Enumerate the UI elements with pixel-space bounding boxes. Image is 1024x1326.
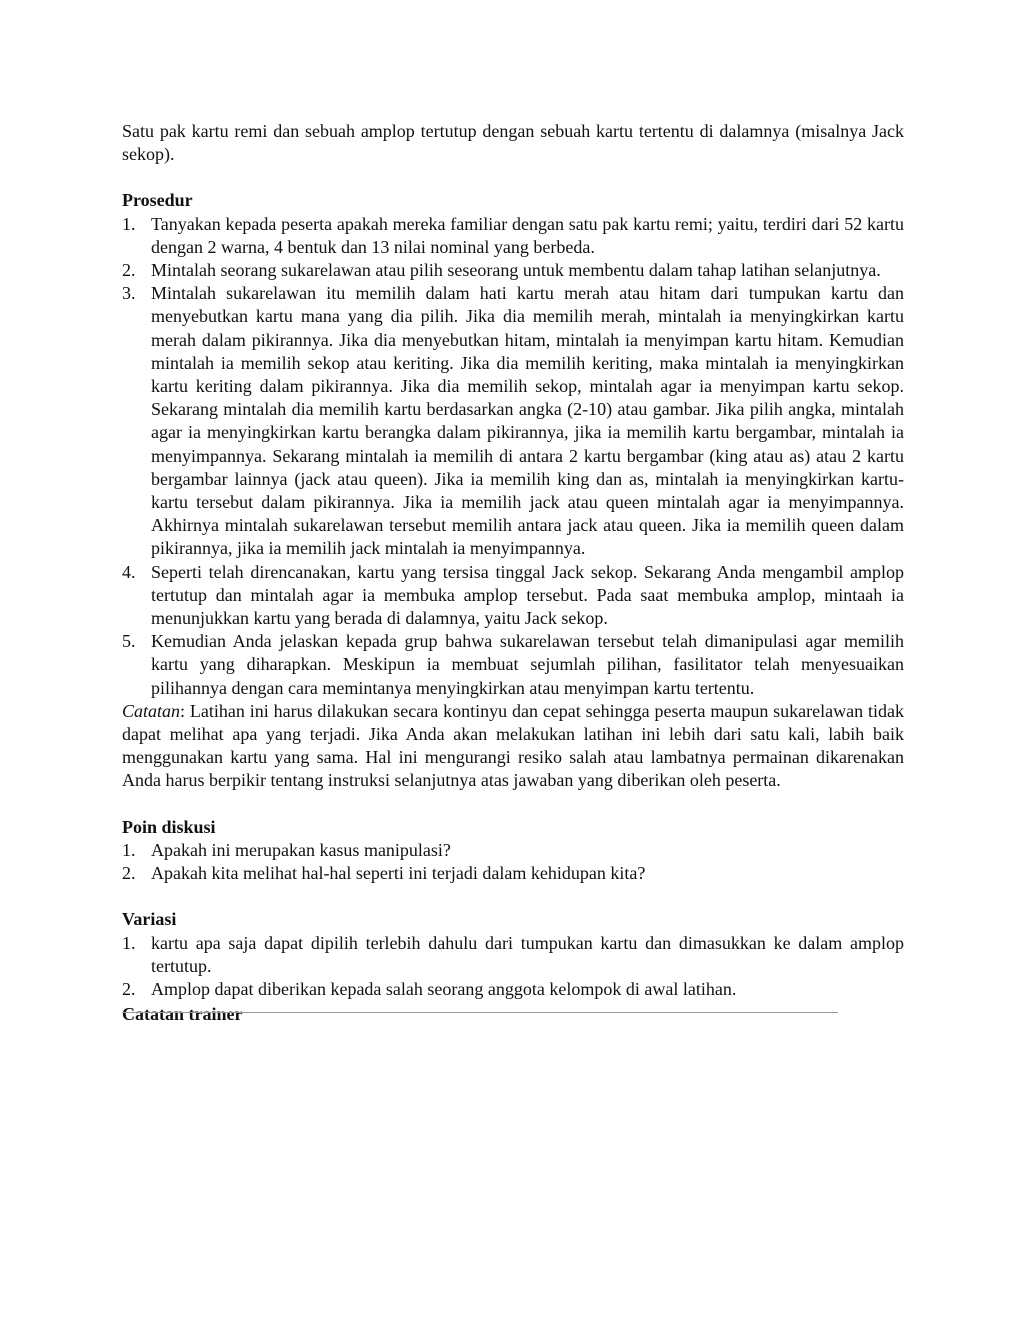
catatan-label: Catatan	[122, 700, 181, 721]
list-number: 5.	[122, 631, 136, 652]
prosedur-list	[122, 213, 904, 700]
catatan-trainer-heading: Catatan trainer	[122, 1004, 243, 1025]
catatan-paragraph	[122, 700, 904, 793]
list-text: Seperti telah direncanakan, kartu yang tersisa tinggal Jack sekop. Sekarang Anda mengambil amplop tertutup dan mintalah agar ia membuka amplop tersebut. Pada saat membuka amplop, mintaah ia menunjukkan kartu yang berada di dalamnya, yaitu Jack sekop.	[151, 561, 904, 629]
list-item	[122, 978, 904, 1001]
list-text: Mintalah seorang sukarelawan atau pilih seseorang untuk membentu dalam tahap latihan selanjutnya.	[151, 260, 881, 281]
list-item	[122, 932, 904, 978]
variasi-list	[122, 932, 904, 1002]
divider-line	[122, 1012, 838, 1013]
list-text: Tanyakan kepada peserta apakah mereka familiar dengan satu pak kartu remi; yaitu, terdiri dari 52 kartu dengan 2 warna, 4 bentuk dan 13 nilai nominal yang berbeda.	[151, 213, 904, 257]
poin-diskusi-list	[122, 839, 904, 885]
list-number: 3.	[122, 283, 136, 304]
list-item	[122, 213, 904, 259]
list-text: Mintalah sukarelawan itu memilih dalam hati kartu merah atau hitam dari tumpukan kartu dan menyebutkan kartu mana yang dia pilih. Jika dia memilih merah, mintalah ia menyingkirkan kartu merah dalam pikirannya. Jika dia menyebutkan hitam, mintalah ia menyimpan kartu hitam. Kemudian mintalah ia memilih sekop atau keriting. Jika dia memilih keriting, maka mintalah ia menyingkirkan kartu keriting dalam pikirannya. Jika dia memilih sekop, mintalah agar ia menyimpan kartu sekop. Sekarang mintalah dia memilih kartu berdasarkan angka (2-10) atau gambar. Jika pilih angka, mintalah agar ia menyingkirkan kartu berangka dalam pikirannya, jika ia memilih kartu bergambar, mintalah ia menyimpannya. Sekarang mintalah ia memilih di antara 2 kartu bergambar (king atau as) atau 2 kartu bergambar lainnya (jack atau queen). Jika ia memilih king dan as, mintalah ia menyingkirkan kartu-kartu tersebut dalam pikirannya. Jika ia memilih jack atau queen mintalah agar ia menyimpannya. Akhirnya mintalah sukarelawan tersebut memilih antara jack atau queen. Jika ia memilih queen dalam pikirannya, jika ia memilih jack mintalah ia menyimpannya.	[151, 283, 904, 559]
list-item	[122, 839, 904, 862]
list-text: Amplop dapat diberikan kepada salah seorang anggota kelompok di awal latihan.	[151, 978, 737, 999]
list-item	[122, 862, 904, 885]
list-text: Apakah ini merupakan kasus manipulasi?	[151, 839, 451, 860]
list-number: 4.	[122, 561, 136, 582]
list-item	[122, 561, 904, 631]
list-text: kartu apa saja dapat dipilih terlebih dahulu dari tumpukan kartu dan dimasukkan ke dalam amplop tertutup.	[151, 932, 904, 976]
list-number: 2.	[122, 978, 136, 999]
list-text: Apakah kita melihat hal-hal seperti ini terjadi dalam kehidupan kita?	[151, 863, 646, 884]
catatan-text: : Latihan ini harus dilakukan secara kontinyu dan cepat sehingga peserta maupun sukarelawan tidak dapat melihat apa yang terjadi. Jika Anda akan melakukan latihan ini lebih dari satu kali, labih baik menggunakan kartu yang sama. Hal ini mengurangi resiko salah atau lambatnya permainan dikarenakan Anda harus berpikir tentang instruksi selanjutnya atas jawaban yang diberikan oleh peserta.	[122, 700, 904, 791]
list-item	[122, 630, 904, 700]
list-number: 1.	[122, 839, 136, 860]
list-number: 1.	[122, 213, 136, 234]
list-item	[122, 259, 904, 282]
poin-diskusi-heading: Poin diskusi	[122, 816, 216, 837]
list-number: 2.	[122, 863, 136, 884]
list-item	[122, 282, 904, 560]
variasi-heading: Variasi	[122, 909, 177, 930]
list-text: Kemudian Anda jelaskan kepada grup bahwa sukarelawan tersebut telah dimanipulasi agar memilih kartu yang diharapkan. Meskipun ia membuat sejumlah pilihan, fasilitator telah menyesuaikan pilihannya dengan cara memintanya menyingkirkan atau menyimpan kartu tertentu.	[151, 631, 904, 698]
intro-paragraph: Satu pak kartu remi dan sebuah amplop tertutup dengan sebuah kartu tertentu di dalamnya (misalnya Jack sekop).	[122, 121, 904, 165]
list-number: 1.	[122, 932, 136, 953]
document-page	[122, 120, 904, 1026]
prosedur-heading: Prosedur	[122, 190, 193, 211]
list-number: 2.	[122, 260, 136, 281]
